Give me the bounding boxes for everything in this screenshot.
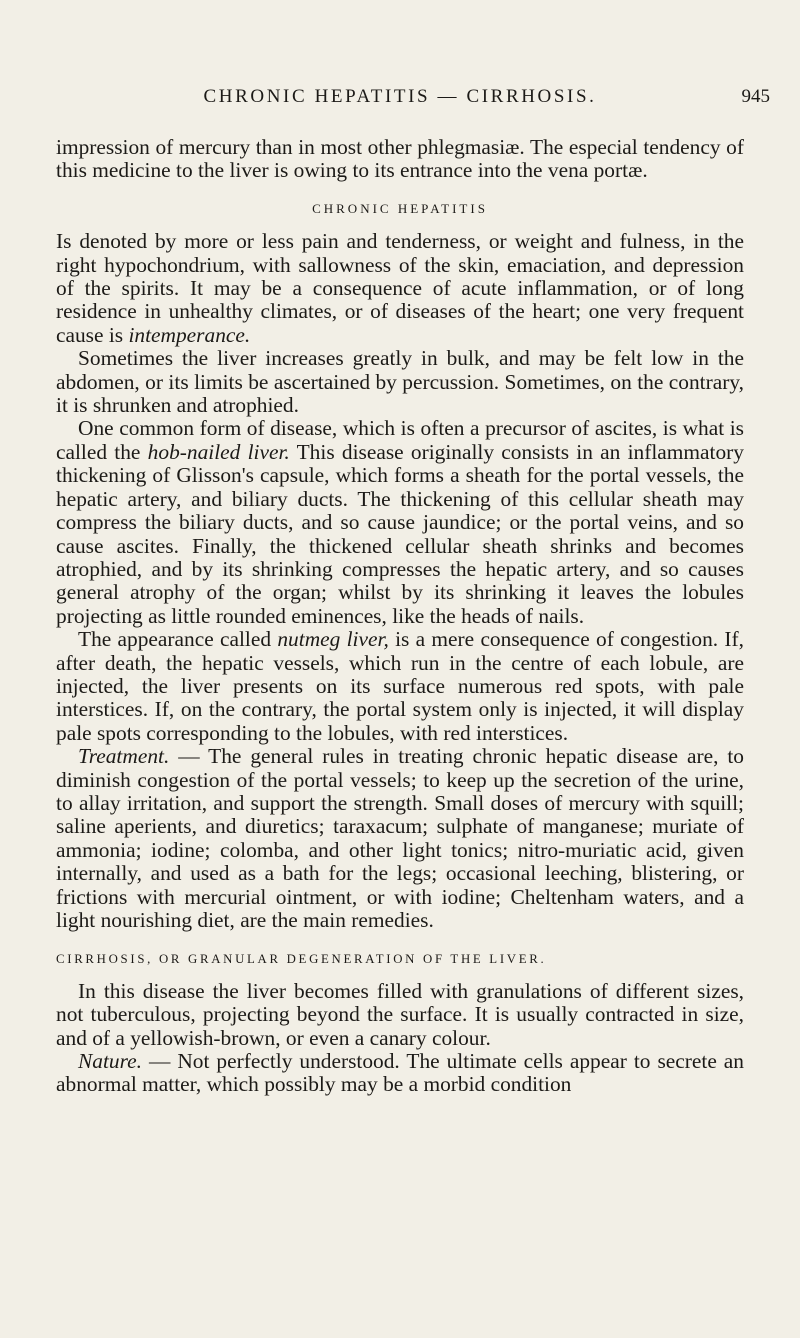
- running-head-title: CHRONIC HEPATITIS — CIRRHOSIS.: [203, 86, 597, 107]
- paragraph-cirrhosis: In this disease the liver becomes filled with granulations of different sizes, not tuberculous, projecting beyond the surface. It is usually contracted in size, and of a yellowish-brown, or even a canary colour.: [56, 978, 744, 1050]
- italic-term: intemperance.: [128, 322, 251, 347]
- page-body: [56, 136, 744, 1097]
- text-run: One common form of disease, which is often a precursor of ascites, is what is called the: [56, 416, 744, 464]
- italic-term: Nature.: [78, 1049, 142, 1074]
- paragraph-nutmeg: [56, 628, 744, 745]
- paragraph-size: Sometimes the liver increases greatly in bulk, and may be felt low in the abdomen, or its limits be ascertained by percussion. Sometimes, on the contrary, it is shrunken and atrophied.: [56, 346, 744, 418]
- text-run: — The general rules in treating chronic hepatic disease are, to diminish congestion of the portal vessels; to keep up the secretion of the urine, to allay irritation, and support the strength. Small doses of mercury with squill; saline aperients, and diuretics; taraxacum; sulphate of manganese; muriate of ammonia; iodine; colomba, and other light tonics; nitro-muriatic acid, given internally, and used as a bath for the legs; occasional leeching, blistering, or frictions with mercurial ointment, or with iodine; Cheltenham waters, and a light nourishing diet, are the main remedies.: [56, 744, 744, 932]
- running-head: [0, 86, 800, 108]
- page-number: 945: [741, 86, 770, 107]
- paragraph-symptoms: [56, 230, 744, 347]
- paragraph-continuation: impression of mercury than in most other phlegmasiæ. The especial tendency of this medicine to the liver is owing to its entrance into the vena portæ.: [56, 135, 744, 183]
- text-run: — Not perfectly understood. The ultimate cells appear to secrete an abnormal matter, which possibly may be a morbid condition: [56, 1049, 744, 1097]
- section-heading-cirrhosis: CIRRHOSIS, OR GRANULAR DEGENERATION OF THE LIVER.: [56, 952, 547, 967]
- section-heading-chronic-hepatitis: CHRONIC HEPATITIS: [312, 200, 488, 216]
- italic-term: Treatment.: [78, 744, 170, 769]
- paragraph-nature: [56, 1050, 744, 1097]
- text-run: is a mere consequence of congestion. If, after death, the hepatic vessels, which run in the centre of each lobule, are injected, the liver presents on its surface numerous red spots, with pale interstices. If, on the contrary, the portal system only is injected, it will display pale spots corresponding to the lobules, with red interstices.: [56, 627, 745, 745]
- paragraph-treatment: [56, 745, 744, 932]
- italic-term: hob-nailed liver.: [147, 439, 290, 464]
- text-run: This disease originally consists in an inflammatory thickening of Glisson's capsule, which forms a sheath for the portal vessels, the hepatic artery, and biliary ducts. The thickening of this cellular sheath may compress the biliary ducts, and so cause jaundice; or the portal veins, and so cause ascites. Finally, the thickened cellular sheath shrinks and becomes atrophied, and by its shrinking compresses the hepatic artery, and so causes general atrophy of the organ; whilst by its shrinking it leaves the lobules projecting as little rounded eminences, like the heads of nails.: [56, 439, 744, 628]
- text-run: The appearance called: [78, 627, 278, 652]
- paragraph-hob-nailed: [56, 417, 744, 628]
- text-run: Is denoted by more or less pain and tenderness, or weight and fulness, in the right hypochondrium, with sallowness of the skin, emaciation, and depression of the spirits. It may be a consequence of acute inflammation, or of long residence in unhealthy climates, or of diseases of the heart; one very frequent cause is: [56, 229, 744, 347]
- italic-term: nutmeg liver,: [277, 627, 389, 652]
